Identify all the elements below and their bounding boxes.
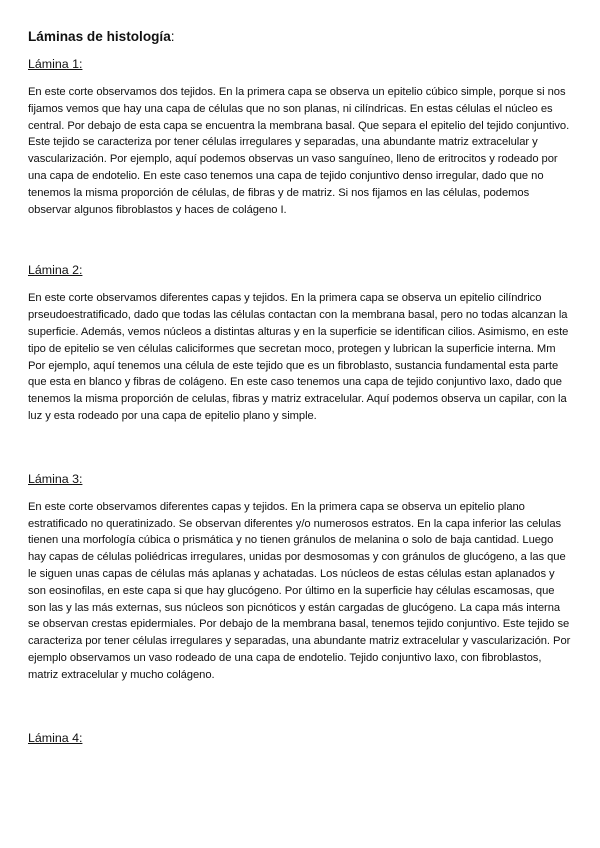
section-lamina-3 — [28, 471, 574, 684]
section-lamina-2 — [28, 262, 574, 424]
section-heading: Lámina 1: — [28, 57, 83, 71]
section-heading: Lámina 2: — [28, 263, 83, 278]
section-body: En este corte observamos diferentes capas y tejidos. En la primera capa se observa un epitelio plano estratificado no queratinizado. Se observan diferentes y/o numerosos estratos. En la capa inferior las celulas tienen una morfología cúbica o prismática y no tienen gránulos de melanina o solo de baja cantidad. Luego hay capas de células poliédricas irregulares, unidas por desmosomas y con gránulos de glucógeno, a las que le siguen unas capas de células más aplanas y achatadas. Los núcleos de estas células estan aplanados y son eosinofilas, en este capa si que hay glucógeno. Por último en la superficie hay células escamosas, que son las y las más externas, sus núcleos son picnóticos y están cargadas de glucógeno. La capa más interna se observan crestas epidermiales. Por debajo de la membrana basal, tenemos tejido conjuntivo. Este tejido se caracteriza por tener células irregulares y separadas, una abundante matriz extracelular y vascularización. Por ejemplo observamos un vaso rodeado de una capa de endotelio. Tejido conjuntivo laxo, con fibroblastos, matriz extracelular y mucho colágeno. — [28, 500, 571, 681]
document-title-text: Láminas de histología — [28, 29, 171, 44]
section-lamina-1 — [28, 56, 574, 218]
section-heading: Lámina 3: — [28, 471, 83, 486]
section-body: En este corte observamos diferentes capas y tejidos. En la primera capa se observa un epitelio cilíndrico prseudoestratificado, dado que todas las células contactan con la membrana basal, pero no todas alcanzan la superficie. Además, vemos núcleos a distintas alturas y en la superficie se identifican cilios. Asimismo, en este tipo de epitelio se ven células caliciformes que secretan moco, protegen y lubrican la superficie interna. Mm Por ejemplo, aquí tenemos una célula de este tejido que es un fibroblasto, sustancia fundamental esta parte que esta en blanco y fibras de colágeno. En este caso tenemos una capa de tejido conjuntivo laxo, dado que tenemos la misma proporción de celulas, fibras y matriz extracelular. Aquí podemos observa un capilar, con la luz y esta rodeado por una capa de epitelio plano y simple. — [28, 292, 569, 422]
section-lamina-4 — [28, 730, 574, 746]
document-page — [28, 28, 574, 746]
document-title — [28, 28, 574, 46]
section-body: En este corte observamos dos tejidos. En la primera capa se observa un epitelio cúbico simple, porque si nos fijamos vemos que hay una capa de células que no son planas, ni cilíndricas. En estas células el núcleo es central. Por debajo de esta capa se encuentra la membrana basal. Que separa el epitelio del tejido conjuntivo. Este tejido se caracteriza por tener células irregulares y separadas, una abundante matriz extracelular y vascularización. Por ejemplo, aquí podemos observas un vaso sanguíneo, lleno de eritrocitos y rodeado por una capa de endotelio. En este caso tenemos una capa de tejido conjuntivo denso irregular, dado que no tenemos la misma proporción de células, de fibras y de matriz. Si nos fijamos en las células, podemos observar algunos fibroblastos y haces de colágeno I. — [28, 86, 570, 216]
section-heading: Lámina 4: — [28, 730, 83, 745]
document-title-colon: : — [170, 29, 175, 44]
